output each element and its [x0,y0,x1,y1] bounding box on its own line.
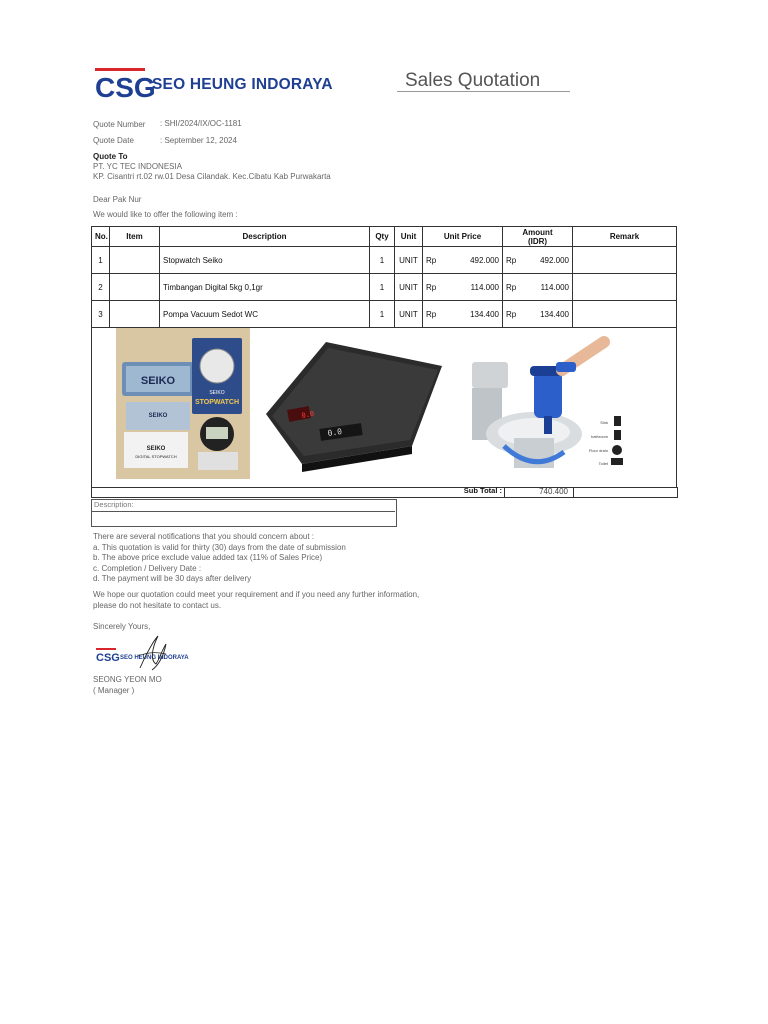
digital-stopwatch-label: DIGITAL STOPWATCH [135,454,177,459]
cell-unit-price [423,301,503,328]
cell-description: Stopwatch Seiko [160,247,370,274]
pump-label-bathroom: bathroom [591,434,608,439]
signature-logo-text: CSG [96,652,120,664]
subtotal-row [91,487,678,498]
amount-value: 492.000 [540,255,569,265]
stopwatch-product-image [116,328,250,479]
header-amount-currency: (IDR) [527,236,548,246]
cell-remark [573,247,677,274]
note-d: d. The payment will be 30 days after delivery [93,574,252,583]
closing-line-2: please do not hesitate to contact us. [93,600,222,610]
header-description: Description [160,227,370,247]
cell-unit: UNIT [395,247,423,274]
note-c: c. Completion / Delivery Date : [93,563,202,573]
closing-block [93,590,419,611]
product-images-panel [91,326,677,488]
quote-to-label: Quote To [93,152,128,161]
amount-value: 114.000 [540,282,569,292]
description-box [91,499,397,527]
amount-value: 134.400 [540,309,569,319]
price-value: 492.000 [470,255,499,265]
vacuum-pump-product-image [464,334,634,474]
csg-logo [95,68,156,103]
cell-amount [503,247,573,274]
table-row [92,301,677,328]
seiko-box-label-1: SEIKO [140,375,176,387]
signature-stamp [94,634,194,672]
closing-line-1: We hope our quotation could meet your requirement and if you need any further information, [93,590,420,599]
cell-amount [503,274,573,301]
currency-label: Rp [426,309,437,319]
header-unit: Unit [395,227,423,247]
stopwatch-pack-label: STOPWATCH [194,399,240,406]
cell-qty: 1 [370,301,395,328]
seiko-pack-label: SEIKO [209,390,225,396]
cell-qty: 1 [370,247,395,274]
quote-number-value: : SHI/2024/IX/OC-1181 [160,119,242,128]
currency-label: Rp [506,255,517,265]
signature-company-text: SEO HEUNG INDORAYA [120,655,189,661]
quote-number-label: Quote Number [93,120,146,129]
intro-text: We would like to offer the following item : [93,210,238,219]
scale-display-digits: 0.0 [327,427,343,438]
cell-unit-price [423,274,503,301]
notes-block [93,532,346,585]
digital-scale-product-image [262,336,447,466]
sincerely-text: Sincerely Yours, [93,622,151,631]
subtotal-value: 740.400 [539,487,568,496]
cell-unit-price [423,247,503,274]
seiko-manual-label: SEIKO [146,446,166,452]
cell-no: 3 [92,301,110,328]
title-underline [397,91,570,92]
cell-no: 2 [92,274,110,301]
cell-unit: UNIT [395,301,423,328]
note-a: a. This quotation is valid for thirty (30) days from the date of submission [93,542,346,552]
cell-no: 1 [92,247,110,274]
pump-label-toilet: Toilet [598,461,608,466]
notes-intro: There are several notifications that you should concern about : [93,532,315,541]
currency-label: Rp [506,282,517,292]
cell-item [110,247,160,274]
header-no: No. [92,227,110,247]
currency-label: Rp [506,309,517,319]
header-item: Item [110,227,160,247]
header-unit-price: Unit Price [423,227,503,247]
cell-item [110,274,160,301]
pump-label-sink: Sink [600,420,608,425]
cell-unit: UNIT [395,274,423,301]
note-b: b. The above price exclude value added tax (11% of Sales Price) [93,553,323,562]
header-qty: Qty [370,227,395,247]
description-box-label: Description: [94,500,134,509]
cell-remark [573,301,677,328]
currency-label: Rp [426,282,437,292]
signatory-name: SEONG YEON MO [93,675,162,684]
cell-qty: 1 [370,274,395,301]
cell-description: Timbangan Digital 5kg 0,1gr [160,274,370,301]
price-value: 134.400 [470,309,499,319]
header-amount-label: Amount [522,227,553,237]
scale-display: 0.0 [300,409,315,420]
cell-item [110,301,160,328]
currency-label: Rp [426,255,437,265]
subtotal-label: Sub Total : [463,486,502,495]
seiko-box-label-2: SEIKO [148,413,168,419]
page-title: Sales Quotation [405,70,541,91]
cell-description: Pompa Vacuum Sedot WC [160,301,370,328]
quote-date-value: : September 12, 2024 [160,136,237,145]
quote-to-address: KP. Cisantri rt.02 rw.01 Desa Cilandak. Kec.Cibatu Kab Purwakarta [93,172,331,181]
salutation: Dear Pak Nur [93,195,142,204]
company-name: SEO HEUNG INDORAYA [152,76,333,93]
table-row [92,247,677,274]
table-row [92,274,677,301]
table-header-row [92,227,677,247]
header-amount [503,227,573,247]
header-remark: Remark [573,227,677,247]
quote-date-label: Quote Date [93,136,134,145]
description-box-divider [91,511,395,512]
csg-logo-text: CSG [95,72,156,103]
pump-label-floor-drain: Floor drain [588,448,608,453]
signatory-title: ( Manager ) [93,686,135,695]
cell-amount [503,301,573,328]
price-value: 114.000 [470,282,499,292]
cell-remark [573,274,677,301]
quote-to-company: PT. YC TEC INDONESIA [93,162,183,171]
items-table [91,226,677,328]
